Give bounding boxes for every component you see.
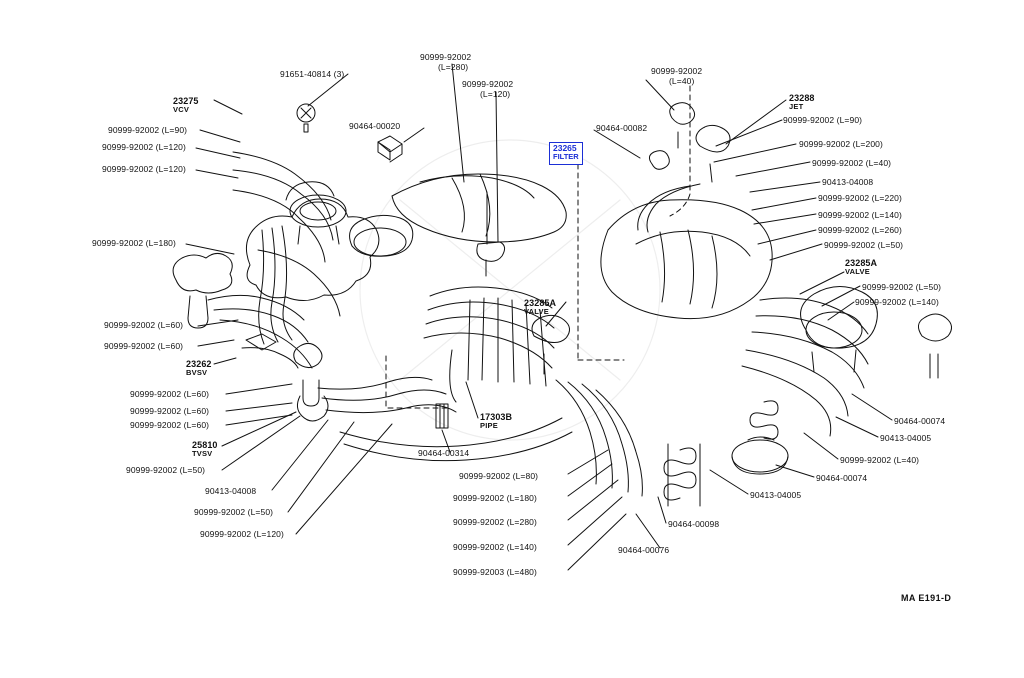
label-90999-92002-l90-right: 90999-92002 (L=90) [783,115,863,125]
label-90464-00082: 90464-00082 [596,123,648,133]
label-90999-92002-l140-bottom: 90999-92002 (L=140) [453,542,537,552]
label-90464-00076: 90464-00076 [618,545,670,555]
label-90999-92002-l140-right: 90999-92002 (L=140) [818,210,902,220]
label-90464-00314: 90464-00314 [418,448,470,458]
label-90999-92002-l40-top: 90999-92002 (L=40) [651,66,703,86]
label-90999-92002-l60-left-e: 90999-92002 (L=60) [130,420,210,430]
label-90999-92002-l40-right-b: 90999-92002 (L=40) [840,455,920,465]
label-90999-92002-l40-right: 90999-92002 (L=40) [812,158,892,168]
label-90999-92002-l180-left: 90999-92002 (L=180) [92,238,176,248]
label-23275: 23275 VCV [173,96,199,115]
label-90999-92002-l280-bottom: 90999-92002 (L=280) [453,517,537,527]
label-90413-04005-right: 90413-04005 [880,433,932,443]
label-23262: 23262 BVSV [186,359,212,378]
label-90999-92002-l120-left-a: 90999-92002 (L=120) [102,142,186,152]
label-17303b: 17303B PIPE [480,412,513,431]
label-90999-92002-l280-top: 90999-92002 (L=280) [420,52,472,72]
label-90999-92002-l120-left-c: 90999-92002 (L=120) [200,529,284,539]
highlight-part-name: FILTER [553,152,579,162]
label-90999-92002-l220-right: 90999-92002 (L=220) [818,193,902,203]
label-90999-92002-l200-right: 90999-92002 (L=200) [799,139,883,149]
label-23288: 23288 JET [789,93,815,112]
label-90999-92002-l60-left-a: 90999-92002 (L=60) [104,320,184,330]
label-90999-92002-l60-left-c: 90999-92002 (L=60) [130,389,210,399]
label-91651-40814: 91651-40814 (3) [280,69,345,79]
label-90464-00098: 90464-00098 [668,519,720,529]
label-90999-92002-l260-right: 90999-92002 (L=260) [818,225,902,235]
label-90413-04008-right: 90413-04008 [822,177,874,187]
label-25810: 25810 TVSV [192,440,218,459]
label-90464-00020: 90464-00020 [349,121,401,131]
highlighted-part-callout[interactable] [549,142,583,165]
label-90999-92003-l480-bottom: 90999-92003 (L=480) [453,567,537,577]
label-90999-92002-l60-left-d: 90999-92002 (L=60) [130,406,210,416]
label-90999-92002-l120-top: 90999-92002 (L=120) [462,79,514,99]
highlight-part-number: 23265 [553,143,577,153]
label-90999-92002-l50-left-b: 90999-92002 (L=50) [194,507,274,517]
label-23285a-center: 23285A VALVE [524,298,557,317]
label-90999-92002-l50-right-b: 90999-92002 (L=50) [862,282,942,292]
label-90999-92002-l50-left: 90999-92002 (L=50) [126,465,206,475]
label-90413-04005-center: 90413-04005 [750,490,802,500]
label-90413-04008-left: 90413-04008 [205,486,257,496]
label-90999-92002-l120-left-b: 90999-92002 (L=120) [102,164,186,174]
drawing-code: MA E191-D [901,593,952,603]
label-90999-92002-l90-left: 90999-92002 (L=90) [108,125,188,135]
label-90464-00074-right-b: 90464-00074 [816,473,868,483]
label-90999-92002-l140-right-b: 90999-92002 (L=140) [855,297,939,307]
label-23285a-right: 23285A VALVE [845,258,878,277]
label-90464-00074-right-a: 90464-00074 [894,416,946,426]
label-90999-92002-l50-right: 90999-92002 (L=50) [824,240,904,250]
label-90999-92002-l80-bottom: 90999-92002 (L=80) [459,471,539,481]
label-90999-92002-l180-bottom: 90999-92002 (L=180) [453,493,537,503]
label-90999-92002-l60-left-b: 90999-92002 (L=60) [104,341,184,351]
